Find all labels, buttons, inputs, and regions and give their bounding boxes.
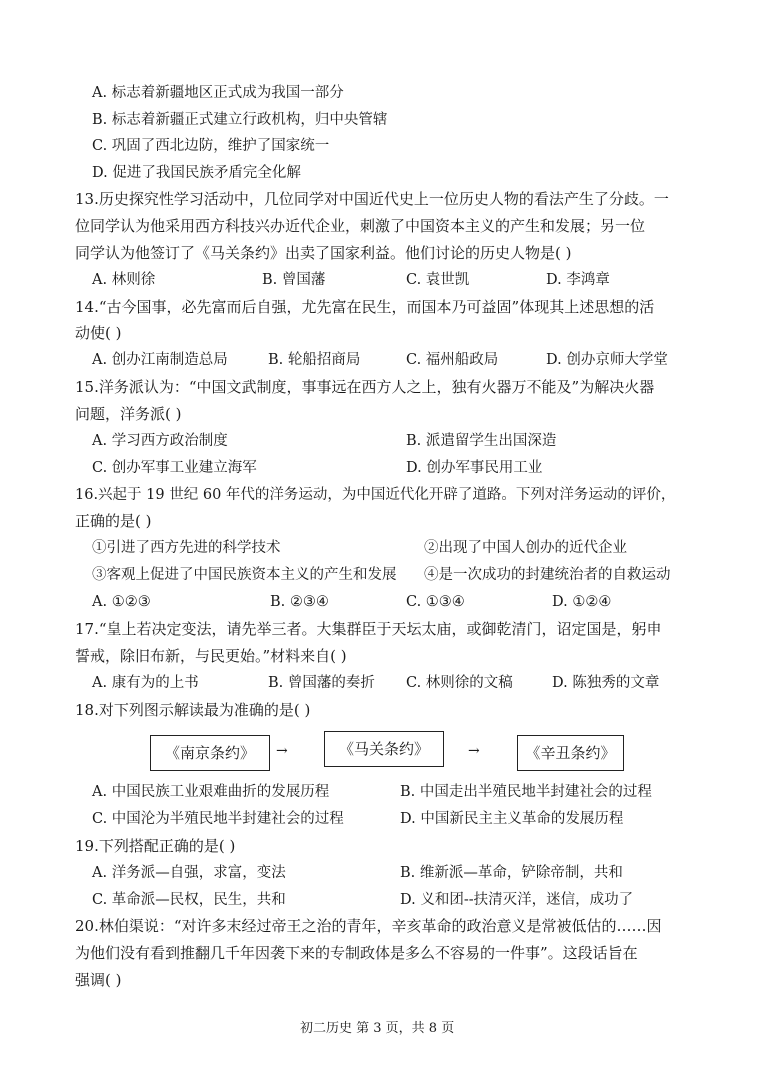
- q17-option-c: C. 林则徐的文稿: [406, 675, 513, 691]
- q16-statement-4: ④是一次成功的封建统治者的自救运动: [424, 567, 671, 583]
- q13-option-d: D. 李鸿章: [546, 272, 610, 288]
- q15-stem-line2: 问题，洋务派( ): [75, 405, 182, 423]
- q19-option-c: C. 革命派—民权，民生，共和: [92, 892, 286, 908]
- q15-option-a: A. 学习西方政治制度: [92, 433, 228, 449]
- q19-option-b: B. 维新派—革命，铲除帝制，共和: [400, 865, 623, 881]
- q14-option-b: B. 轮船招商局: [268, 352, 361, 368]
- q17-option-d: D. 陈独秀的文章: [552, 675, 660, 691]
- q16-option-d: D. ①②④: [552, 594, 612, 610]
- arrow-right-icon: →: [276, 743, 288, 759]
- q16-stem-line1: 16.兴起于 19 世纪 60 年代的洋务运动，为中国近代化开辟了道路。下列对洋务运动的评价，: [75, 487, 676, 503]
- q14-option-c: C. 福州船政局: [406, 352, 499, 368]
- q19-stem-line1: 19.下列搭配正确的是( ): [75, 837, 236, 855]
- q20-stem-line1: 20.林伯渠说：“对许多末经过帝王之治的青年，辛亥革命的政治意义是常被低估的……因: [75, 917, 662, 935]
- q14-option-a: A. 创办江南制造总局: [92, 352, 228, 368]
- q17-option-a: A. 康有为的上书: [92, 675, 199, 691]
- q12-option-d: D. 促进了我国民族矛盾完全化解: [92, 165, 301, 181]
- q19-option-d: D. 义和团--扶清灭洋，迷信，成功了: [400, 892, 634, 908]
- q18-option-d: D. 中国新民主主义革命的发展历程: [400, 811, 624, 827]
- q13-option-b: B. 曾国藩: [262, 272, 326, 288]
- q16-statement-1: ①引进了西方先进的科学技术: [92, 540, 281, 556]
- q16-statement-3: ③客观上促进了中国民族资本主义的产生和发展: [92, 567, 397, 583]
- arrow-right-icon: →: [468, 743, 480, 759]
- q17-stem-line2: 誓戒，除旧布新，与民更始。”材料来自( ): [75, 647, 347, 665]
- q12-option-a: A. 标志着新疆地区正式成为我国一部分: [92, 85, 344, 101]
- q12-option-c: C. 巩固了西北边防，维护了国家统一: [92, 138, 330, 154]
- q15-option-b: B. 派遣留学生出国深造: [406, 433, 557, 449]
- q15-option-c: C. 创办军事工业建立海军: [92, 460, 257, 476]
- q16-option-c: C. ①③④: [406, 594, 465, 610]
- treaty-box-nanjing: 《南京条约》: [150, 735, 270, 771]
- treaty-box-xinchou: 《辛丑条约》: [517, 735, 624, 771]
- q16-option-a: A. ①②③: [92, 594, 151, 610]
- q13-option-c: C. 袁世凯: [406, 272, 470, 288]
- q16-option-b: B. ②③④: [270, 594, 329, 610]
- q19-option-a: A. 洋务派—自强，求富，变法: [92, 865, 286, 881]
- q14-option-d: D. 创办京师大学堂: [546, 352, 668, 368]
- q16-statement-2: ②出现了中国人创办的近代企业: [424, 540, 627, 556]
- q17-stem-line1: 17.“皇上若决定变法，请先举三者。大集群臣于天坛太庙，或御乾清门，诏定国是，躬申: [75, 620, 662, 638]
- q18-stem-line1: 18.对下列图示解读最为准确的是( ): [75, 701, 311, 719]
- q14-stem-line2: 动使( ): [75, 324, 122, 342]
- q13-option-a: A. 林则徐: [92, 272, 156, 288]
- q13-stem-line2: 位同学认为他采用西方科技兴办近代企业，刺激了中国资本主义的产生和发展；另一位: [75, 217, 646, 235]
- q18-option-a: A. 中国民族工业艰难曲折的发展历程: [92, 784, 330, 800]
- q16-stem-line2: 正确的是( ): [75, 512, 152, 530]
- q13-stem-line3: 同学认为他签订了《马关条约》出卖了国家利益。他们讨论的历史人物是( ): [75, 244, 572, 262]
- q18-option-b: B. 中国走出半殖民地半封建社会的过程: [400, 784, 652, 800]
- q13-stem-line1: 13.历史探究性学习活动中，几位同学对中国近代史上一位历史人物的看法产生了分歧。一: [75, 190, 669, 208]
- q20-stem-line3: 强调( ): [75, 971, 122, 989]
- q12-option-b: B. 标志着新疆正式建立行政机构，归中央管辖: [92, 112, 388, 128]
- q15-stem-line1: 15.洋务派认为：“中国文武制度，事事远在西方人之上，独有火器万不能及”为解决火器: [75, 378, 655, 396]
- page-footer: 初二历史 第 3 页，共 8 页: [300, 1021, 455, 1036]
- q15-option-d: D. 创办军事民用工业: [406, 460, 543, 476]
- q20-stem-line2: 为他们没有看到推翻几千年因袭下来的专制政体是多么不容易的一件事”。这段话旨在: [75, 944, 638, 962]
- q17-option-b: B. 曾国藩的奏折: [268, 675, 375, 691]
- treaty-box-maguan: 《马关条约》: [324, 731, 444, 767]
- q18-option-c: C. 中国沦为半殖民地半封建社会的过程: [92, 811, 344, 827]
- q14-stem-line1: 14.“古今国事，必先富而后自强，尤先富在民生，而国本乃可益固”体现其上述思想的活: [75, 298, 655, 316]
